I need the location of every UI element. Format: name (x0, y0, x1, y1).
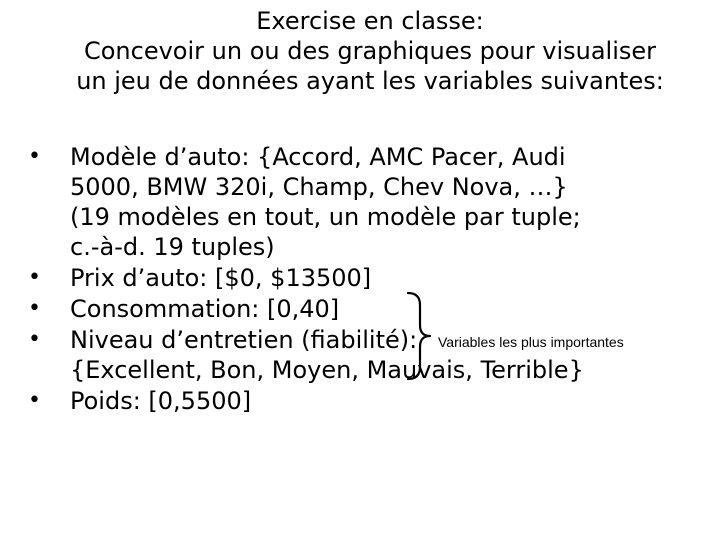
title-line-3: un jeu de données ayant les variables suivantes: (76, 67, 664, 95)
bullet-text-line: 5000, BMW 320i, Champ, Chev Nova, …} (70, 173, 568, 201)
bullet-text-line: Niveau d’entretien (fiabilité): (70, 326, 418, 354)
title-line-1: Exercise en classe: (256, 7, 484, 35)
bullet-glyph: • (28, 265, 41, 290)
bullet-item-car-model (28, 142, 688, 262)
bullet-item-consumption (28, 294, 688, 324)
bullet-text-line: {Excellent, Bon, Moyen, Mauvais, Terrible} (70, 356, 584, 384)
bullet-item-car-price (28, 263, 688, 293)
bullet-text-line: Consommation: [0,40] (70, 295, 340, 323)
important-variables-annotation: Variables les plus importantes (438, 334, 624, 350)
bullet-list (28, 142, 688, 417)
right-brace-icon (398, 291, 438, 381)
bullet-text-line: (19 modèles en tout, un modèle par tuple; (70, 203, 581, 231)
title-line-2: Concevoir un ou des graphiques pour visualiser (83, 37, 657, 65)
bullet-text-line: Poids: [0,5500] (70, 387, 252, 415)
bullet-glyph: • (28, 296, 41, 321)
bullet-text-line: Prix d’auto: [$0, $13500] (70, 264, 372, 292)
bullet-glyph: • (28, 327, 41, 352)
bullet-item-weight (28, 386, 688, 416)
bullet-glyph: • (28, 388, 41, 413)
bullet-glyph: • (28, 144, 41, 169)
slide-title (20, 6, 720, 96)
bullet-text-line: c.-à-d. 19 tuples) (70, 233, 275, 261)
bullet-text-line: Modèle d’auto: {Accord, AMC Pacer, Audi (70, 143, 566, 171)
